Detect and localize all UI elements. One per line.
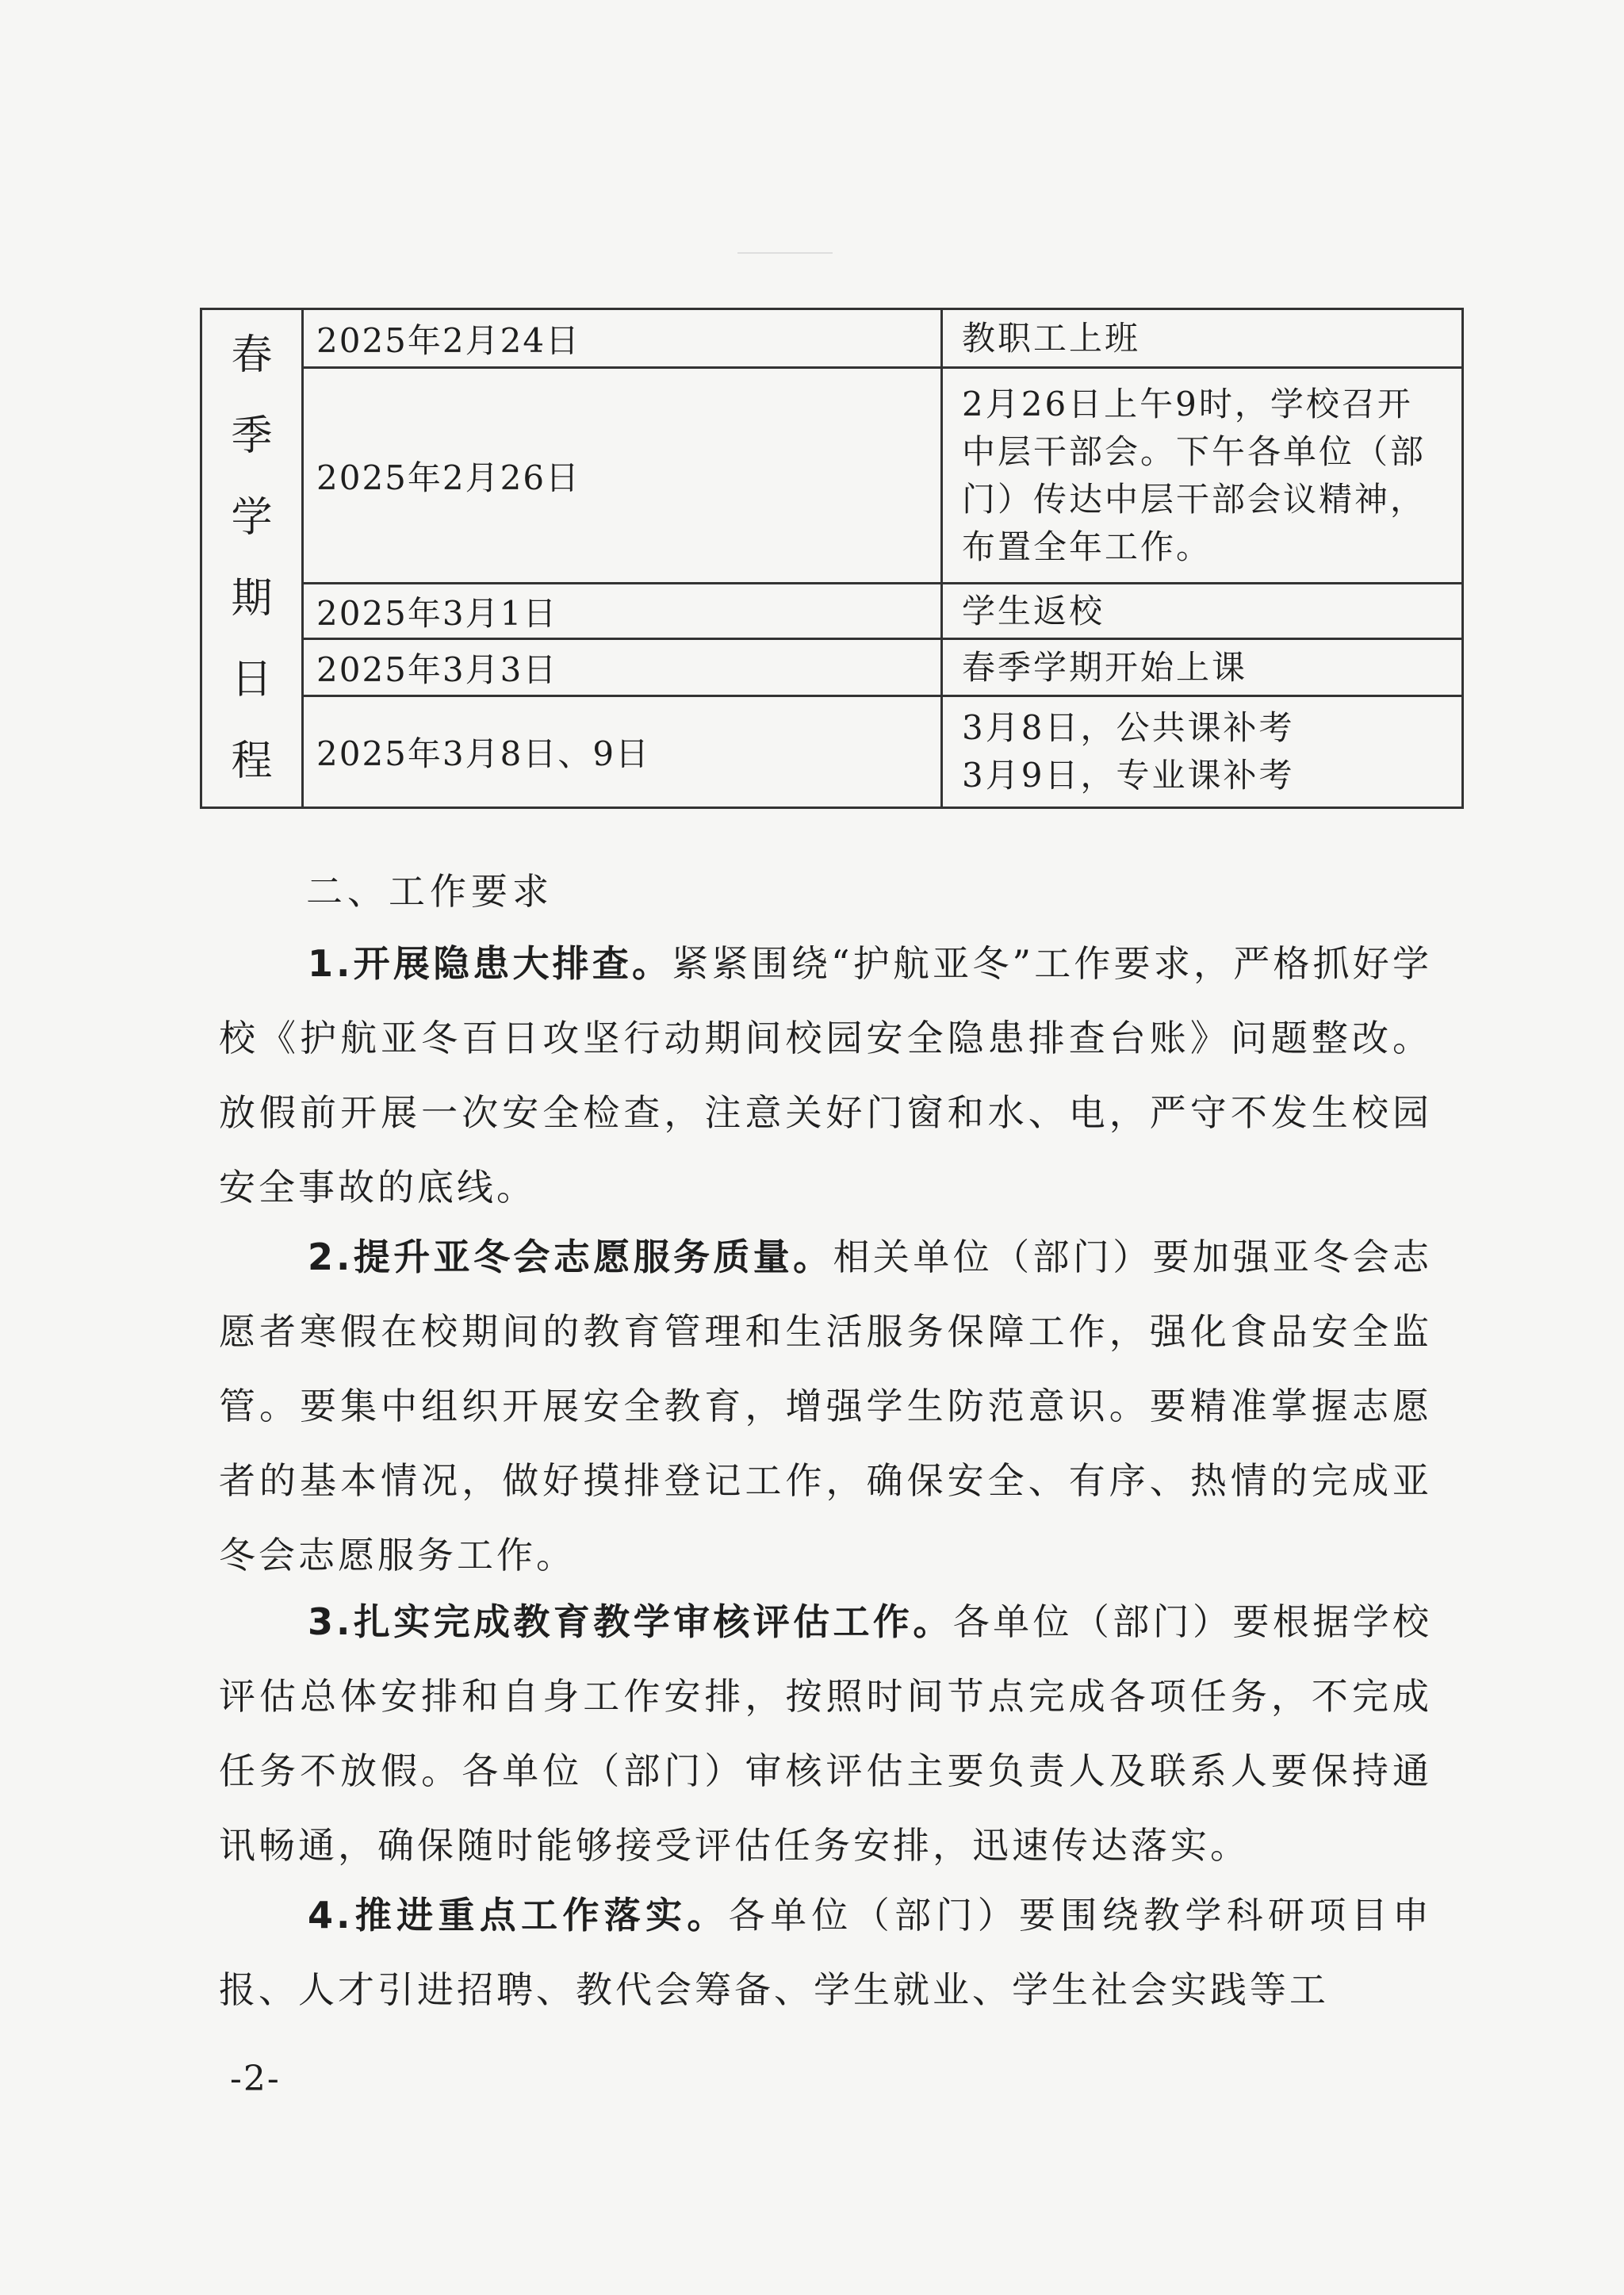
paragraph-text: 各单位（部门）要根据学校评估总体安排和自身工作安排，按照时间节点完成各项任务，不完成任务不放假。各单位（部门）审核评估主要负责人及联系人要保持通讯畅通，确保随时能够接受评估任务安排，迅速传达落实。	[219, 1600, 1433, 1867]
paragraph-lead: 4.推进重点工作落实。	[308, 1894, 729, 1937]
table-row	[304, 640, 1461, 697]
header-mark	[714, 40, 872, 59]
event-line: 3月8日，公共课补考	[962, 708, 1295, 747]
event-line: 门）传达中层干部会议精神，	[962, 479, 1427, 519]
schedule-date: 2025年3月8日、9日	[304, 697, 943, 807]
table-row	[304, 697, 1461, 807]
event-line: 学生返校	[962, 591, 1105, 630]
schedule-event	[943, 697, 1461, 807]
header-divider	[737, 252, 833, 254]
event-line: 3月9日，专业课补考	[962, 756, 1295, 795]
paragraph-text: 各单位（部门）要围绕教学科研项目申报、人才引进招聘、教代会筹备、学生就业、学生社会实践等工	[219, 1894, 1433, 2011]
event-line: 2月26日上午9时，学校召开	[962, 384, 1413, 423]
page-number: -2-	[230, 2059, 281, 2099]
requirement-paragraph	[219, 1584, 1432, 1883]
requirement-paragraph	[219, 926, 1432, 1224]
table-row	[304, 310, 1461, 369]
schedule-date: 2025年2月24日	[304, 310, 943, 366]
schedule-date: 2025年2月26日	[304, 369, 943, 582]
schedule-label-char: 学	[231, 493, 273, 542]
schedule-label-char: 期	[231, 575, 273, 623]
schedule-label-char: 程	[231, 737, 273, 785]
schedule-rows	[304, 310, 1461, 807]
paragraph-lead: 1.开展隐患大排查。	[308, 942, 672, 985]
paragraph-lead: 2.提升亚冬会志愿服务质量。	[308, 1236, 833, 1278]
spring-semester-schedule-table	[200, 308, 1464, 809]
requirement-paragraph	[219, 1220, 1432, 1592]
event-line: 春季学期开始上课	[962, 647, 1248, 687]
schedule-event	[943, 369, 1461, 582]
schedule-date: 2025年3月3日	[304, 640, 943, 695]
table-row	[304, 584, 1461, 640]
schedule-event	[943, 640, 1461, 695]
schedule-date: 2025年3月1日	[304, 584, 943, 638]
section-title: 二、工作要求	[306, 870, 553, 913]
schedule-event	[943, 584, 1461, 638]
schedule-event	[943, 310, 1461, 366]
requirement-paragraph	[219, 1878, 1432, 2027]
event-line: 布置全年工作。	[962, 527, 1212, 566]
paragraph-lead: 3.扎实完成教育教学审核评估工作。	[308, 1600, 953, 1643]
schedule-label-char: 春	[231, 331, 273, 380]
schedule-label-char: 日	[231, 656, 273, 704]
event-line: 中层干部会。下午各单位（部	[962, 431, 1427, 471]
table-row	[304, 369, 1461, 584]
paragraph-text: 相关单位（部门）要加强亚冬会志愿者寒假在校期间的教育管理和生活服务保障工作，强化食品安全监管。要集中组织开展安全教育，增强学生防范意识。要精准掌握志愿者的基本情况，做好摸排登记工作，确保安全、有序、热情的完成亚冬会志愿服务工作。	[219, 1236, 1432, 1577]
schedule-label-char: 季	[231, 412, 273, 461]
paragraph-text: 紧紧围绕“护航亚冬”工作要求，严格抓好学校《护航亚冬百日攻坚行动期间校园安全隐患排查台账》问题整改。放假前开展一次安全检查，注意关好门窗和水、电，严守不发生校园安全事故的底线。	[219, 942, 1432, 1209]
schedule-label-column	[202, 310, 304, 807]
event-line: 教职工上班	[962, 318, 1141, 358]
